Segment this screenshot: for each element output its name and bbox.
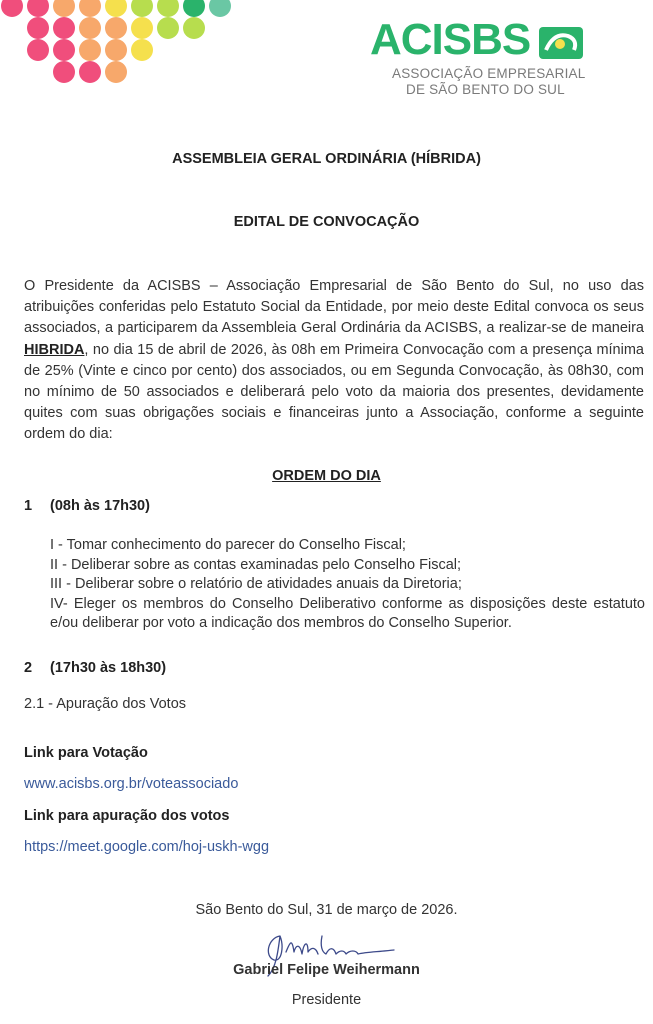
agenda-item-1-time: (08h às 17h30) xyxy=(50,498,150,514)
signer-name: Gabriel Felipe Weihermann xyxy=(233,962,420,978)
decorative-dot xyxy=(27,17,49,39)
decorative-dot xyxy=(1,0,23,17)
agenda-item-2-time: (17h30 às 18h30) xyxy=(50,660,167,676)
logo-emblem-icon xyxy=(538,26,584,60)
agenda-item-2-header xyxy=(24,660,166,676)
agenda-item-2-number: 2 xyxy=(24,660,33,676)
logo-subtitle-line2: DE SÃO BENTO DO SUL xyxy=(406,82,565,97)
logo-wordmark: ACISBS xyxy=(370,15,531,64)
list-item: IV- Eleger os membros do Conselho Deliberativo conforme as disposições deste estatuto e/ou deliberar por voto a indicação dos membros do Conselho Superior. xyxy=(50,595,645,631)
list-item: III - Deliberar sobre o relatório de atividades anuais da Diretoria; xyxy=(50,576,462,592)
decorative-dot xyxy=(53,61,75,83)
decorative-dot xyxy=(183,17,205,39)
decorative-dot xyxy=(105,61,127,83)
paragraph-text-start: O Presidente da ACISBS – Associação Empresarial de São Bento do Sul, no uso das atribuições conferidas pelo Estatuto Social da Entidade, por meio deste Edital convoca os seus associados, a participarem da Assembleia Geral Ordinária da ACISBS, a realizar-se de maneira xyxy=(24,278,644,337)
decorative-dot-pattern xyxy=(0,0,240,90)
place-and-date: São Bento do Sul, 31 de março de 2026. xyxy=(195,902,458,918)
decorative-dot xyxy=(131,39,153,61)
count-link-label: Link para apuração dos votos xyxy=(24,808,230,824)
decorative-dot xyxy=(53,17,75,39)
agenda-heading: ORDEM DO DIA xyxy=(272,468,381,484)
decorative-dot xyxy=(105,17,127,39)
document-subtitle: EDITAL DE CONVOCAÇÃO xyxy=(233,214,420,230)
paragraph-text-end: , no dia 15 de abril de 2026, às 08h em Primeira Convocação com a presença mínima de 25% (Vinte e cinco por cento) dos associados, ou em Segunda Convocação, às 08h30, com no mínimo de 50 associados e deliberará pelo voto da maioria dos presentes, devidamente quites com suas obrigações sociais e financeiras junto a Associação, conforme a seguinte ordem do dia: xyxy=(24,341,644,443)
decorative-dot xyxy=(157,0,179,17)
decorative-dot xyxy=(53,39,75,61)
vote-link[interactable]: www.acisbs.org.br/voteassociado xyxy=(24,776,239,792)
list-item: II - Deliberar sobre as contas examinadas pelo Conselho Fiscal; xyxy=(50,556,462,573)
decorative-dot xyxy=(131,17,153,39)
decorative-dot xyxy=(157,17,179,39)
logo-subtitle-line1: ASSOCIAÇÃO EMPRESARIAL xyxy=(392,66,586,81)
count-link[interactable]: https://meet.google.com/hoj-uskh-wgg xyxy=(24,839,270,855)
document-title: ASSEMBLEIA GERAL ORDINÁRIA (HÍBRIDA) xyxy=(172,151,481,167)
decorative-dot xyxy=(27,0,49,17)
agenda-item-1-points xyxy=(50,536,645,634)
convocation-paragraph xyxy=(24,276,644,446)
vote-link-label: Link para Votação xyxy=(24,745,148,761)
decorative-dot xyxy=(79,61,101,83)
decorative-dot xyxy=(131,0,153,17)
agenda-item-1-number: 1 xyxy=(24,498,33,514)
decorative-dot xyxy=(209,0,231,17)
decorative-dot xyxy=(79,17,101,39)
decorative-dot xyxy=(183,0,205,17)
decorative-dot xyxy=(53,0,75,17)
decorative-dot xyxy=(105,39,127,61)
decorative-dot xyxy=(27,39,49,61)
decorative-dot xyxy=(79,0,101,17)
list-item: I - Tomar conhecimento do parecer do Conselho Fiscal; xyxy=(50,537,406,553)
paragraph-emphasis: HIBRIDA xyxy=(24,341,85,358)
agenda-item-1-header xyxy=(24,498,150,514)
agenda-item-2-sub: 2.1 - Apuração dos Votos xyxy=(24,696,187,712)
signer-role: Presidente xyxy=(291,992,362,1008)
acisbs-logo xyxy=(370,15,600,104)
decorative-dot xyxy=(105,0,127,17)
decorative-dot xyxy=(79,39,101,61)
